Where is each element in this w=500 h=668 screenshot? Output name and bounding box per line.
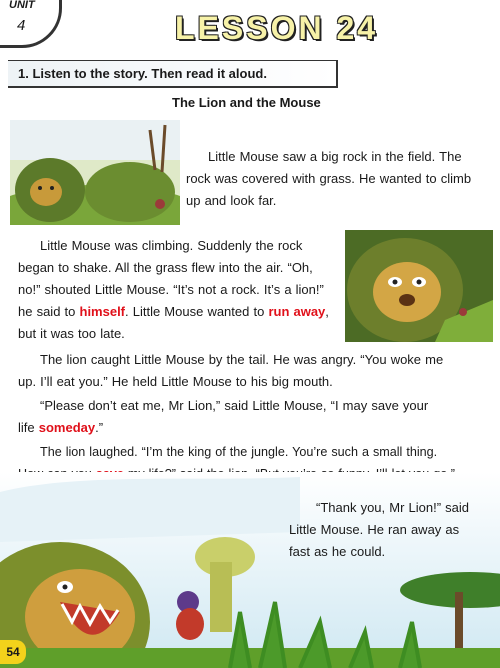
unit-label: UNIT xyxy=(9,0,35,11)
text-segment: . Little Mouse wanted to xyxy=(125,304,269,319)
vocab-word-himself: himself xyxy=(79,304,126,319)
paragraph-6-line-1: “Thank you, Mr Lion!” said xyxy=(316,500,470,515)
text-segment: he said to xyxy=(18,304,80,319)
instruction-bar xyxy=(8,60,338,88)
unit-badge xyxy=(0,0,62,48)
lesson-title: LESSON 24 xyxy=(175,10,379,46)
unit-number: 4 xyxy=(17,17,26,34)
vocab-word-run-away: run away xyxy=(268,304,326,319)
instruction-text: 1. Listen to the story. Then read it aloud. xyxy=(18,66,267,81)
paragraph-1-line-2: rock was covered with grass. He wanted to climb xyxy=(186,171,472,186)
vocab-word-someday: someday xyxy=(38,420,96,435)
illustration-lion-in-grass xyxy=(10,120,180,225)
text-segment: .” xyxy=(95,420,104,435)
paragraph-1-line-1: Little Mouse saw a big rock in the field. The xyxy=(208,149,462,164)
text-segment: , xyxy=(325,304,329,319)
paragraph-1-line-3: up and look far. xyxy=(186,193,277,208)
paragraph-6-line-3: fast as he could. xyxy=(289,544,386,559)
paragraph-2-line-4 xyxy=(18,301,329,323)
paragraph-2-line-1: Little Mouse was climbing. Suddenly the rock xyxy=(40,238,303,253)
paragraph-6-line-2: Little Mouse. He ran away as xyxy=(289,522,460,537)
text-segment: life xyxy=(18,420,39,435)
page-number: 54 xyxy=(0,640,26,664)
paragraph-2-line-5: but it was too late. xyxy=(18,326,125,341)
paragraph-4-line-1: “Please don’t eat me, Mr Lion,” said Little Mouse, “I may save your xyxy=(40,398,429,413)
illustration-lion-awake xyxy=(345,230,493,342)
paragraph-3-line-1: The lion caught Little Mouse by the tail. He was angry. “You woke me xyxy=(40,352,444,367)
paragraph-3-line-2: up. I’ll eat you.” He held Little Mouse to his big mouth. xyxy=(18,374,333,389)
story-title: The Lion and the Mouse xyxy=(172,95,321,110)
paragraph-5-line-1: The lion laughed. “I’m the king of the jungle. You’re such a small thing. xyxy=(40,445,438,459)
paragraph-2-line-3: no!” shouted Little Mouse. “It’s not a rock. It’s a lion!” xyxy=(18,282,324,297)
paragraph-4-line-2 xyxy=(18,417,103,439)
paragraph-2-line-2: began to shake. All the grass flew into the air. “Oh, xyxy=(18,260,313,275)
